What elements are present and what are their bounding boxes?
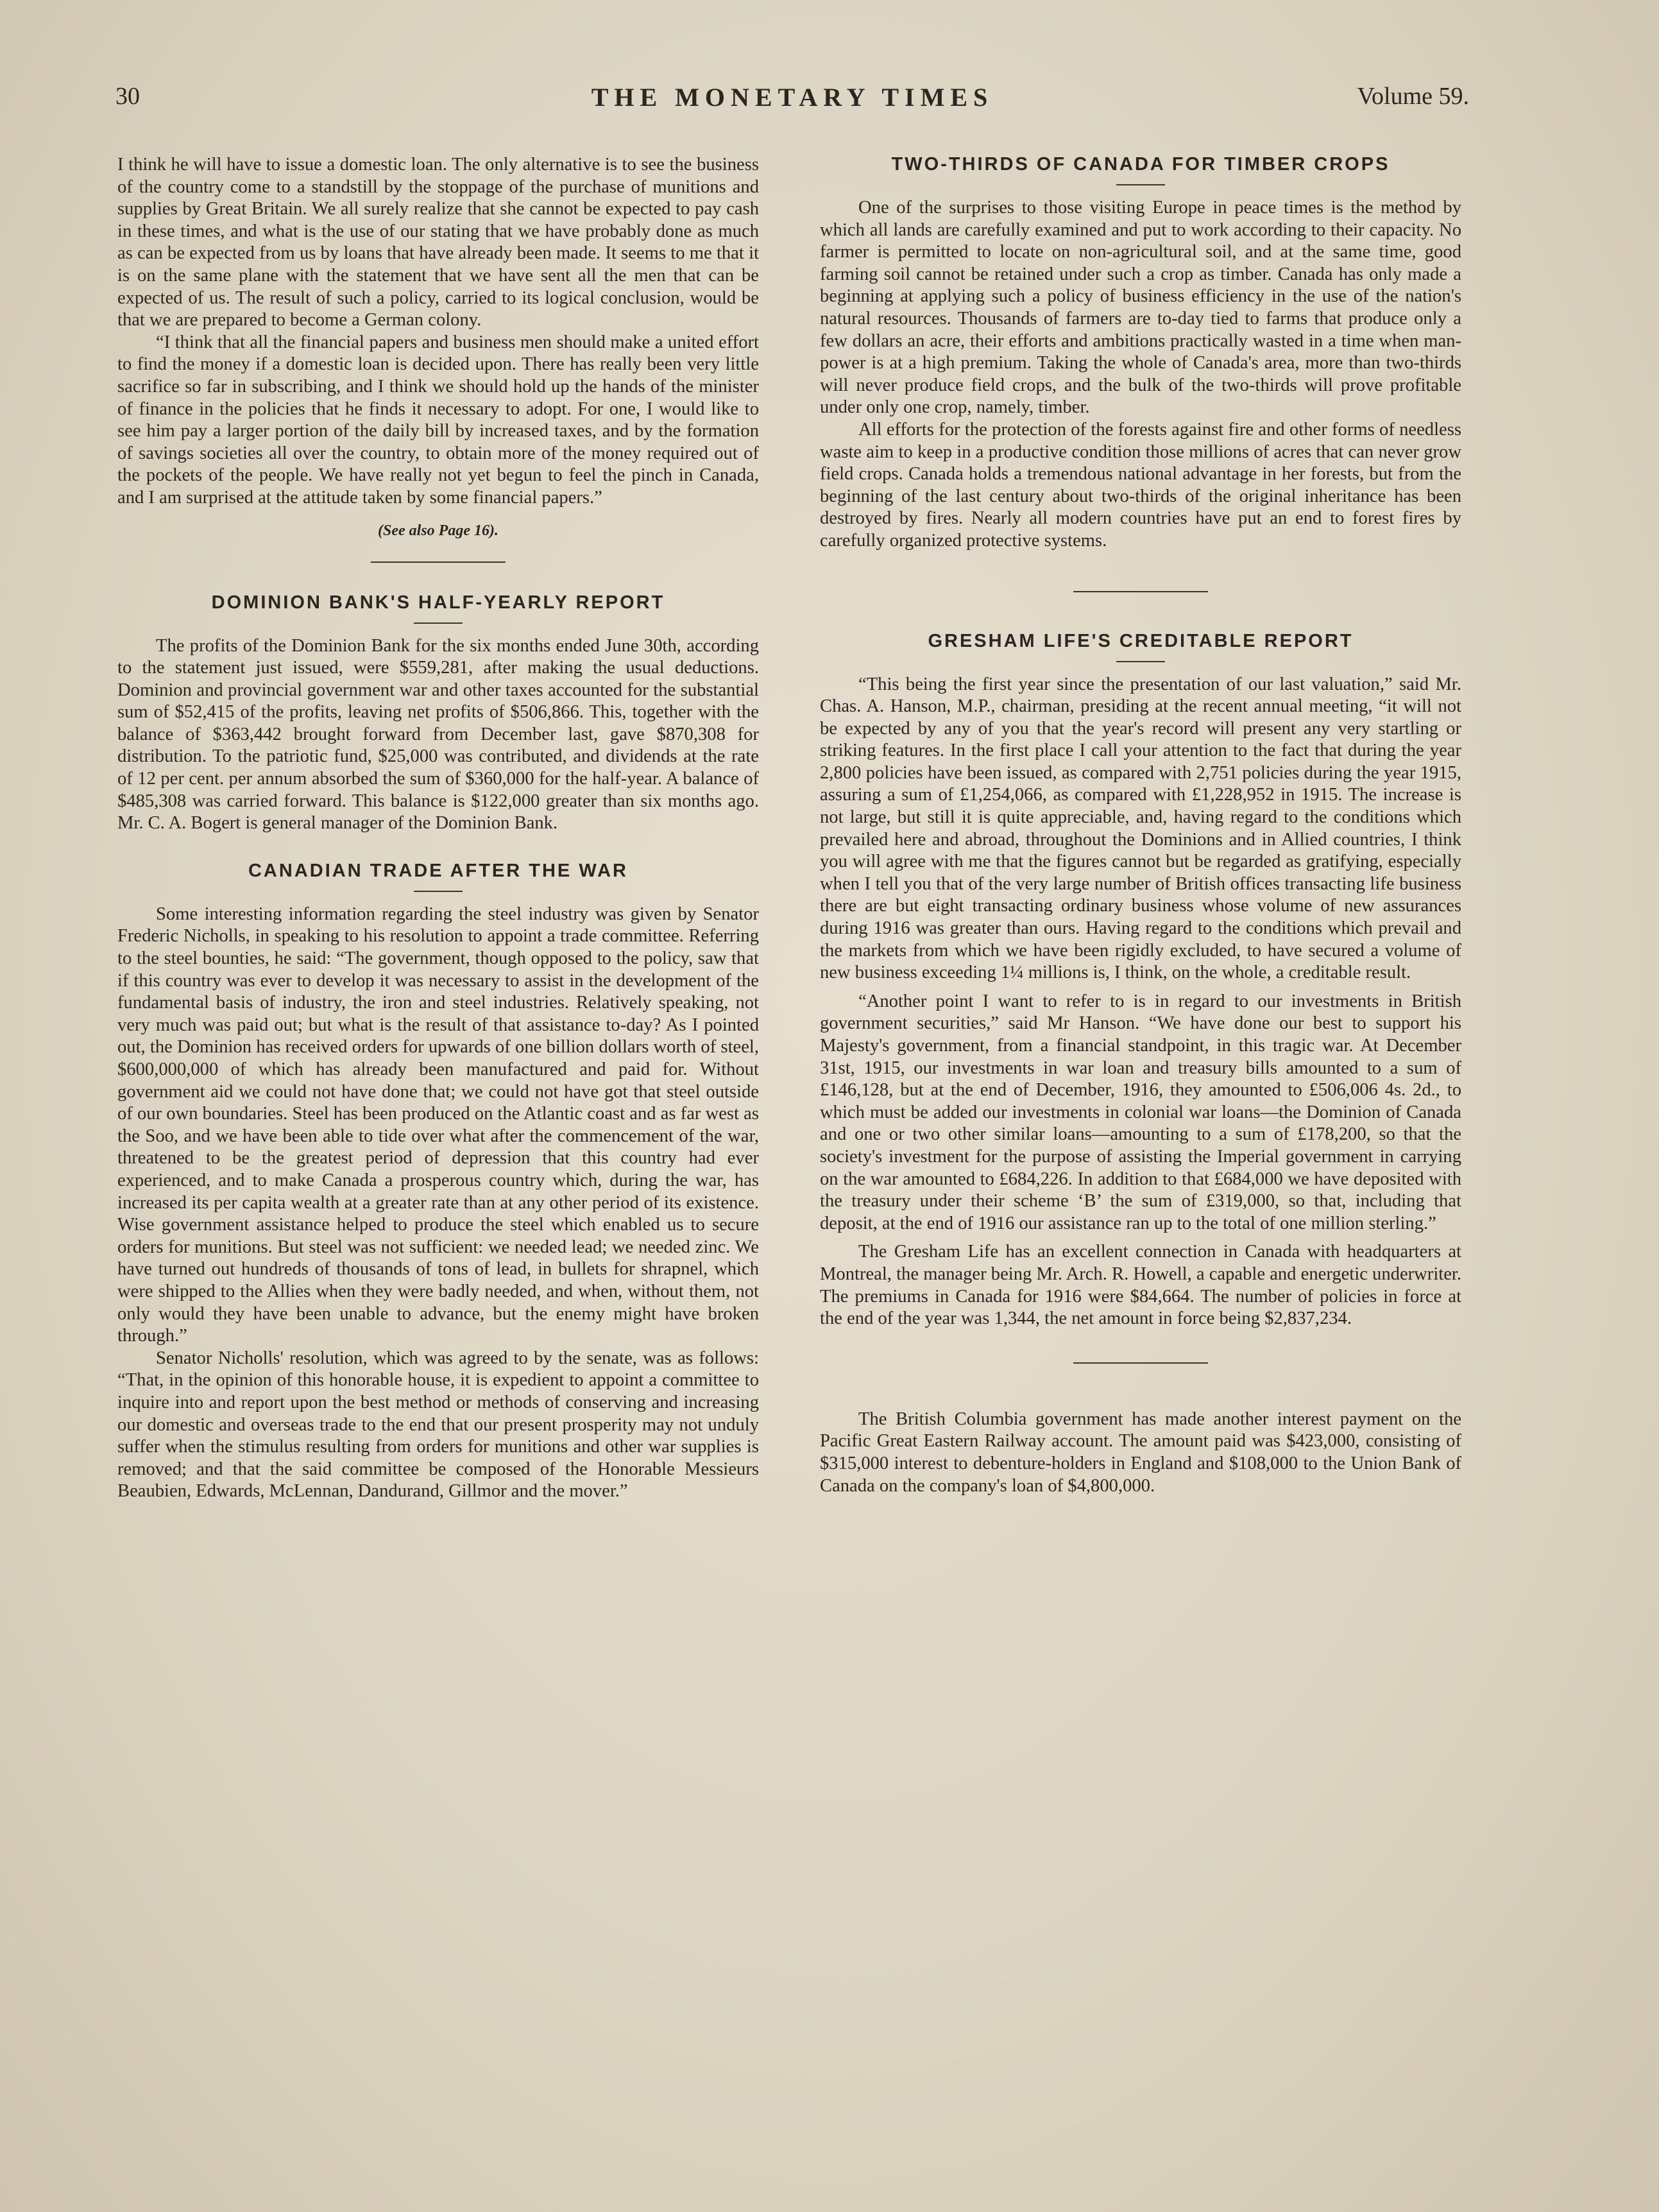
masthead-title: THE MONETARY TIMES [591, 83, 994, 112]
article-paragraph: Senator Nicholls' resolution, which was agreed to by the senate, was as follows: “That, in the opinion of this honorable house, it is expedient to appoint a committee to inquire into and report upon the best method or methods of conserving and increasing our domestic and overseas trade to the end that our present prosperity may not unduly suffer when the stimulus resulting from orders for munitions and other war supplies is removed; and that the said committee be composed of the Honorable Messieurs Beaubien, Edwards, McLennan, Dandurand, Gillmor and the mover.” [117, 1348, 759, 1502]
article-paragraph: The Gresham Life has an excellent connection in Canada with headquarters at Montreal, the manager being Mr. Arch. R. Howell, a capable and energetic underwriter. The premiums in Canada for 1916 were $84,664. The number of policies in force at the end of the year was 1,344, the net amount in force being $2,837,234. [820, 1242, 1461, 1329]
see-also-reference: (See also Page 16). [378, 522, 498, 539]
heading-rule [1116, 184, 1165, 185]
section-divider [371, 562, 506, 563]
article-timber-crops [820, 154, 1461, 553]
article-paragraph: “This being the first year since the presentation of our last valuation,” said Mr. Chas. A. Hanson, M.P., chairman, presiding at the recent annual meeting, “it will not be expected by any of you that the year's record will present any very startling or striking features. In the first place I call your attention to the fact that during the year 2,800 policies have been issued, as compared with 2,751 policies during the year 1915, assuring a sum of £1,254,066, as compared with £1,228,952 in 1915. The increase is not large, but still it is quite appreciable, and, having regard to the conditions which prevailed here and abroad, throughout the Dominions and in Allied countries, I think you will agree with me that the figures cannot but be regarded as gratifying, especially when I tell you that of the very large number of British offices transacting life business there are but eight transacting ordinary business whose volume of new assurances during 1916 was greater than ours. Having regard to the conditions which prevail and the markets from which we have been rigidly excluded, to have secured a volume of new business exceeding 1¼ millions is, I think, on the whole, a creditable result. [820, 674, 1461, 983]
article-domestic-loan-continued [117, 154, 759, 540]
article-dominion-bank [117, 592, 759, 835]
article-paragraph: “I think that all the financial papers and business men should make a united effort to find the money if a domestic loan is decided upon. There has really been very little sacrifice so far in subscribing, and I think we should hold up the hands of the minister of finance in the policies that he finds it necessary to adopt. For one, I would like to see him pay a larger portion of the daily bill by increased taxes, and by the formation of savings societies all over the country, to obtain more of the money required out of the pockets of the people. We have really not yet begun to feel the pinch in Canada, and I am surprised at the attitude taken by some financial papers.” [117, 332, 759, 508]
heading-rule [1116, 661, 1165, 662]
article-bc-railway-note [820, 1409, 1461, 1497]
heading-rule [414, 622, 463, 624]
volume-label: Volume 59. [1357, 83, 1469, 110]
article-heading: DOMINION BANK'S HALF-YEARLY REPORT [211, 592, 665, 613]
left-column [117, 154, 759, 1503]
article-paragraph: The profits of the Dominion Bank for the six months ended June 30th, according to the statement just issued, were $559,281, after making the usual deductions. Dominion and provincial government war and other taxes accounted for the substantial sum of $52,415 of the profits, leaving net profits of $506,866. This, together with the balance of $363,442 brought forward from December last, gave $870,308 for distribution. To the patriotic fund, $25,000 was contributed, and dividends at the rate of 12 per cent. per annum absorbed the sum of $360,000 for the half-year. A balance of $485,308 was carried forward. This balance is $122,000 greater than six months ago. Mr. C. A. Bogert is general manager of the Dominion Bank. [117, 635, 759, 834]
article-canadian-trade [117, 861, 759, 1503]
right-column [820, 154, 1461, 1497]
article-heading: GRESHAM LIFE'S CREDITABLE REPORT [928, 630, 1354, 651]
article-paragraph: One of the surprises to those visiting Europe in peace times is the method by which all lands are carefully examined and put to work according to their capacity. No farmer is permitted to locate on non-agricultural soil, and at the same time, good farming soil cannot be retained under such a crop as timber. Canada has only made a beginning at applying such a policy of business efficiency in the use of the nation's natural resources. Thousands of farmers are to-day tied to farms that produce only a few dollars an acre, their efforts and ambitions practically wasted in a time when man-power is at a high premium. Taking the whole of Canada's area, more than two-thirds will never produce field crops, and the bulk of the two-thirds will prove profitable under only one crop, namely, timber. [820, 198, 1461, 418]
article-paragraph: Some interesting information regarding the steel industry was given by Senator Frederic Nicholls, in speaking to his resolution to appoint a trade committee. Referring to the steel bounties, he said: “The government, though opposed to the policy, saw that if this country was ever to develop it was necessary to assist in the development of the fundamental basis of industry, the iron and steel industries. Relatively speaking, not very much was paid out; but what is the result of that assistance to-day? As I pointed out, the Dominion has received orders for upwards of one billion dollars worth of steel, $600,000,000 of which has already been manufactured and paid for. Without government aid we could not have done that; we could not have got that steel outside of our own boundaries. Steel has been produced on the Atlantic coast and as far west as the Soo, and we have been able to tide over what after the commencement of the war, threatened to be the greatest period of depression that this country had ever experienced, and to make Canada a prosperous country which, during the war, has increased its per capita wealth at a greater rate than at any other period of its existence. Wise government assistance helped to produce the steel which enabled us to secure orders for munitions. But steel was not sufficient: we needed lead; we needed zinc. We have turned out hundreds of thousands of tons of lead, in bullets for shrapnel, which were shipped to the Allies when they were badly needed, and when, without them, not only would they have been unable to advance, but the enemy might have broken through.” [117, 904, 759, 1346]
spacer [117, 835, 759, 861]
article-paragraph: All efforts for the protection of the forests against fire and other forms of needless waste aim to keep in a productive condition those millions of acres that can never grow field crops. Canada holds a tremendous national advantage in her forests, but from the beginning of the last century about two-thirds of the original inheritance has been destroyed by fires. Nearly all modern countries have put an end to forest fires by carefully organized protective systems. [820, 419, 1461, 551]
article-gresham-life [820, 631, 1461, 1330]
heading-rule [414, 891, 463, 892]
page-number: 30 [115, 83, 140, 110]
article-paragraph: The British Columbia government has made another interest payment on the Pacific Great Eastern Railway account. The amount paid was $423,000, consisting of $315,000 interest to debenture-holders in England and $108,000 to the Union Bank of Canada on the company's loan of $4,800,000. [820, 1409, 1461, 1496]
section-divider [1073, 1362, 1208, 1364]
article-heading: CANADIAN TRADE AFTER THE WAR [248, 860, 628, 881]
page-header [115, 82, 1469, 121]
article-paragraph: I think he will have to issue a domestic loan. The only alternative is to see the business of the country come to a standstill by the stoppage of the purchase of munitions and supplies by Great Britain. We all surely realize that she cannot be expected to pay cash in these times, and what is the use of our stating that we have probably done as much as can be expected from us by loans that have already been made. It seems to me that it is on the same plane with the statement that we have sent all the men that can be expected of us. The result of such a policy, carried to its logical conclusion, would be that we are prepared to become a German colony. [117, 155, 759, 330]
section-divider [1073, 591, 1208, 592]
article-paragraph: “Another point I want to refer to is in regard to our investments in British government securities,” said Mr Hanson. “We have done our best to support his Majesty's government, from a financial standpoint, in this tragic war. At December 31st, 1915, our investments in war loan and treasury bills amounted to a sum of £146,128, but at the end of December, 1916, they amounted to £506,006 4s. 2d., to which must be added our investments in colonial war loans—the Dominion of Canada and one or two other similar loans—amounting to a sum of £178,200, so that the society's investment for the purpose of assisting the Imperial government in carrying on the war amounted to £684,226. In addition to that £684,000 we have deposited with the treasury under their scheme ‘B’ the sum of £319,000, so that, including that deposit, at the end of 1916 our assistance ran up to the total of one million sterling.” [820, 991, 1461, 1233]
article-heading: TWO-THIRDS OF CANADA FOR TIMBER CROPS [891, 154, 1390, 175]
